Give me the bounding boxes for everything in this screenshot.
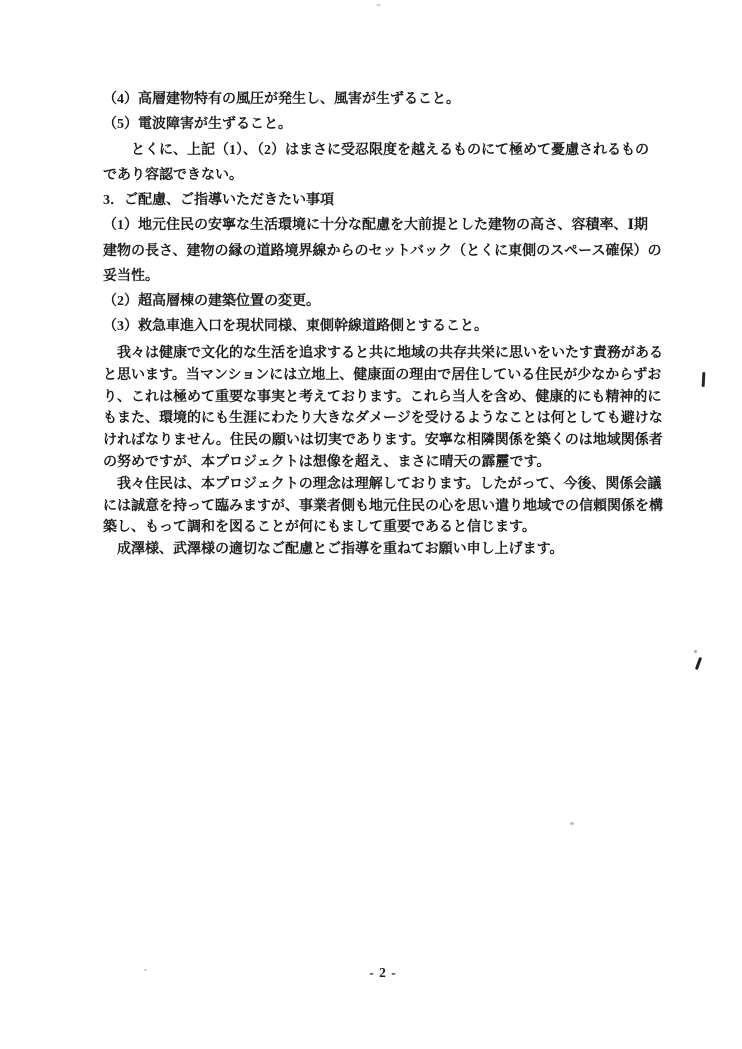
- text-line: 我々は健康で文化的な生活を追求すると共に地域の共存共栄に思いをいたす責務がある: [103, 346, 663, 361]
- text-line: もまた、環境的にも生涯にわたり大きなダメージを受けるようなことは何としても避けな: [103, 411, 663, 427]
- text-line: 我々住民は、本プロジェクトの理念は理解しております。したがって、今後、関係会議: [103, 476, 662, 492]
- page-number: - 2 -: [369, 965, 397, 980]
- scan-artifact-speck: [570, 822, 574, 825]
- text-line: と思います。当マンションには立地上、健康面の理由で居住している住民が少なからずお: [103, 367, 662, 383]
- text-line: 妥当性。: [103, 268, 159, 284]
- scan-artifact-speck: [376, 4, 381, 6]
- text-line: の努めですが、本プロジェクトは想像を超え、まさに晴天の霹靂です。: [103, 454, 551, 470]
- text-line: （1）地元住民の安寧な生活環境に十分な配慮を大前提とした建物の高さ、容積率、Ⅰ期: [103, 218, 648, 234]
- closing-paragraphs: [103, 343, 665, 561]
- text-line: ければなりません。住民の願いは切実であります。安寧な相隣関係を築くのは地域関係者: [103, 433, 663, 449]
- text-line: 3．ご配慮、ご指導いただきたい事項: [103, 193, 334, 208]
- text-line: （5）電波障害が生ずること。: [103, 117, 292, 133]
- scan-artifact-stroke: [702, 372, 706, 387]
- scan-artifact-speck: [144, 969, 147, 971]
- text-line: 建物の長さ、建物の縁の道路境界線からのセットバック（とくに東側のスペース確保）の: [103, 243, 662, 259]
- text-line: 成澤様、武澤様の適切なご配慮とご指導を重ねてお願い申し上げます。: [103, 542, 564, 558]
- scan-artifact-dot: [694, 650, 697, 653]
- text-line: とくに、上記（1）、（2）はまさに受忍限度を越えるものにて極めて憂慮されるもの: [103, 142, 649, 158]
- text-line: り、これは極めて重要な事実と考えております。これら当人を含め、健康的にも精神的に: [103, 389, 662, 405]
- section-3-requests: [103, 188, 665, 340]
- grievance-items-continued: [103, 87, 665, 188]
- text-line: には誠意を持って臨みますが、事業者側も地元住民の心を思い遣り地域での信頼関係を構: [103, 498, 663, 514]
- text-line: 築し、もって調和を図ることが何にもまして重要であると信じます。: [103, 520, 536, 536]
- text-line: （4）高層建物特有の風圧が発生し、風害が生ずること。: [103, 92, 460, 107]
- text-line: （2）超高層棟の建築位置の変更。: [103, 294, 320, 310]
- text-line: （3）救急車進入口を現状同様、東側幹線道路側とすること。: [103, 319, 488, 335]
- scan-artifact-stroke: [695, 657, 702, 670]
- text-line: であり容認できない。: [103, 167, 243, 183]
